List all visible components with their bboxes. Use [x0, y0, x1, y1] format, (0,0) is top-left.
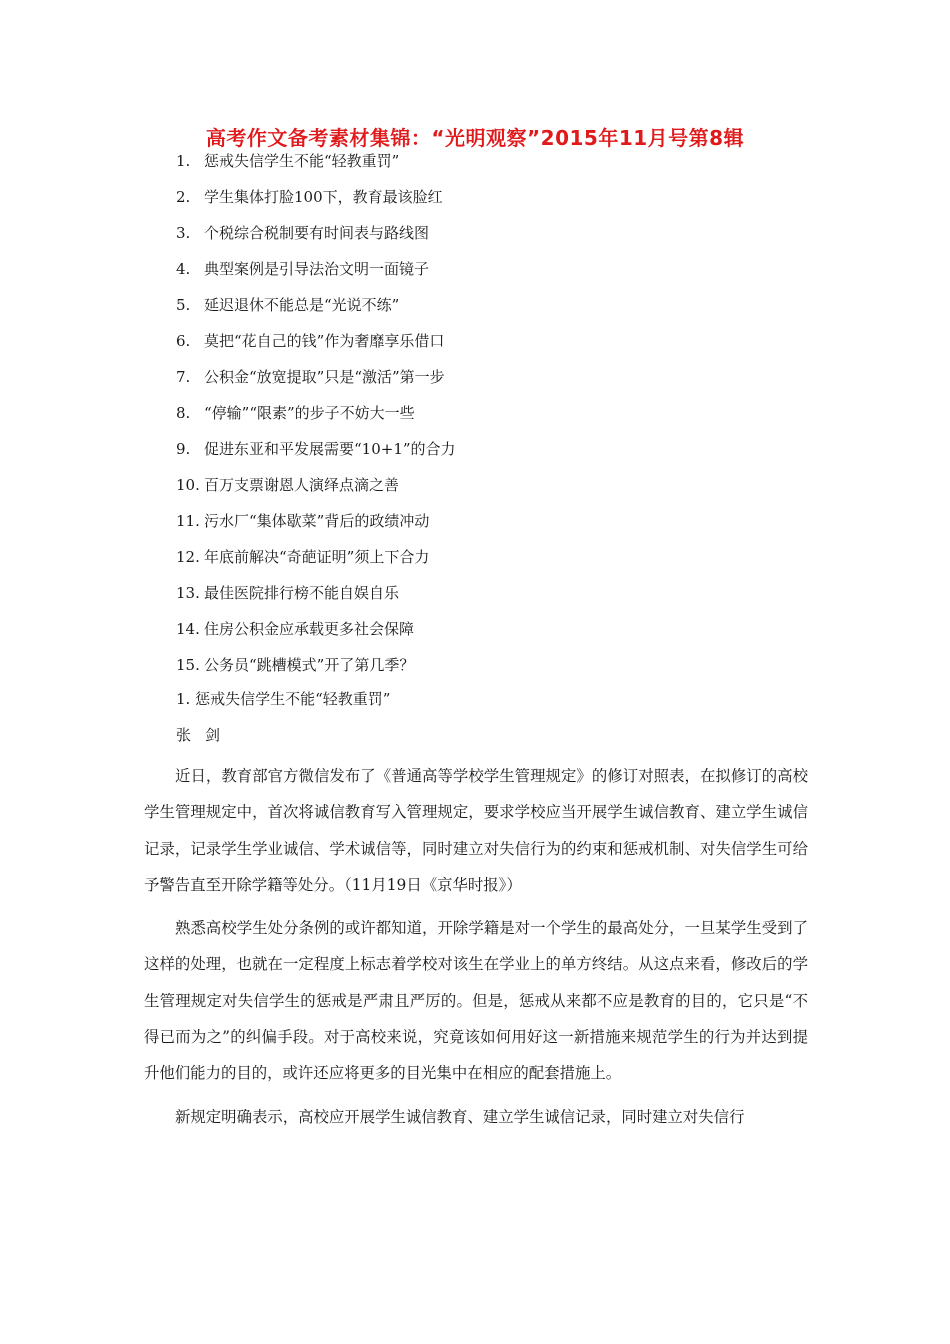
toc-item-title: 惩戒失信学生不能“轻教重罚” [204, 152, 400, 170]
toc-item-number: 7. [176, 368, 191, 386]
toc-item-title: 污水厂“集体歇菜”背后的政绩冲动 [204, 512, 430, 530]
toc-item-title: 住房公积金应承载更多社会保障 [204, 620, 415, 638]
document-title: 高考作文备考素材集锦：“光明观察”2015年11月号第8辑 [205, 126, 745, 150]
toc-item-number: 1. [176, 152, 191, 170]
toc-item [176, 616, 456, 652]
toc-item [176, 544, 456, 580]
toc-item-number: 13. [176, 584, 200, 602]
toc-item-number: 8. [176, 404, 191, 422]
toc-item-number: 6. [176, 332, 191, 350]
toc-item-title: “停输”“限素”的步子不妨大一些 [204, 404, 415, 422]
article-body [144, 686, 808, 1142]
toc-item-title: 莫把“花自己的钱”作为奢靡享乐借口 [204, 332, 445, 350]
toc-item [176, 508, 456, 544]
toc-item [176, 256, 456, 292]
article-author: 张剑 [176, 726, 235, 744]
toc-item-title: 学生集体打脸100下，教育最该脸红 [204, 188, 443, 206]
toc-item-title: 延迟退休不能总是“光说不练” [204, 296, 400, 314]
toc-item [176, 436, 456, 472]
toc-item-title: 个税综合税制要有时间表与路线图 [204, 224, 430, 242]
toc-item-number: 3. [176, 224, 191, 242]
toc-item [176, 220, 456, 256]
table-of-contents [176, 148, 456, 688]
toc-item [176, 364, 456, 400]
toc-item-title: 典型案例是引导法治文明一面镜子 [204, 260, 430, 278]
toc-item-title: 公务员“跳槽模式”开了第几季？ [204, 656, 415, 674]
toc-item-number: 15. [176, 656, 200, 674]
toc-item-number: 10. [176, 476, 200, 494]
toc-item-number: 9. [176, 440, 191, 458]
toc-item [176, 472, 456, 508]
toc-item [176, 652, 456, 688]
toc-item-number: 11. [176, 512, 200, 530]
toc-item [176, 580, 456, 616]
toc-item [176, 400, 456, 436]
toc-item [176, 148, 456, 184]
toc-item [176, 184, 456, 220]
toc-item-title: 最佳医院排行榜不能自娱自乐 [204, 584, 400, 602]
toc-item [176, 328, 456, 364]
toc-item-title: 百万支票谢恩人演绎点滴之善 [204, 476, 400, 494]
article-paragraph: 近日，教育部官方微信发布了《普通高等学校学生管理规定》的修订对照表，在拟修订的高校学生管理规定中，首次将诚信教育写入管理规定，要求学校应当开展学生诚信教育、建立学生诚信记录，记录学生学业诚信、学术诚信等，同时建立对失信行为的约束和惩戒机制、对失信学生可给予警告直至开除学籍等处分。（11月19日《京华时报》） [144, 767, 808, 894]
toc-item-number: 2. [176, 188, 191, 206]
article-paragraph: 熟悉高校学生处分条例的或许都知道，开除学籍是对一个学生的最高处分，一旦某学生受到了这样的处理，也就在一定程度上标志着学校对该生在学业上的单方终结。从这点来看，修改后的学生管理规定对失信学生的惩戒是严肃且严厉的。但是，惩戒从来都不应是教育的目的，它只是“不得已而为之”的纠偏手段。对于高校来说，究竟该如何用好这一新措施来规范学生的行为并达到提升他们能力的目的，或许还应将更多的目光集中在相应的配套措施上。 [144, 919, 808, 1083]
toc-item-number: 5. [176, 296, 191, 314]
article-paragraph: 新规定明确表示，高校应开展学生诚信教育、建立学生诚信记录，同时建立对失信行 [175, 1107, 745, 1126]
toc-item-number: 12. [176, 548, 200, 566]
toc-item-title: 促进东亚和平发展需要“10+1”的合力 [204, 440, 456, 458]
toc-item [176, 292, 456, 328]
article-heading: 1. 惩戒失信学生不能“轻教重罚” [176, 690, 391, 708]
toc-item-number: 4. [176, 260, 191, 278]
toc-item-title: 年底前解决“奇葩证明”须上下合力 [204, 548, 430, 566]
toc-item-number: 14. [176, 620, 200, 638]
toc-item-title: 公积金“放宽提取”只是“激活”第一步 [204, 368, 445, 386]
